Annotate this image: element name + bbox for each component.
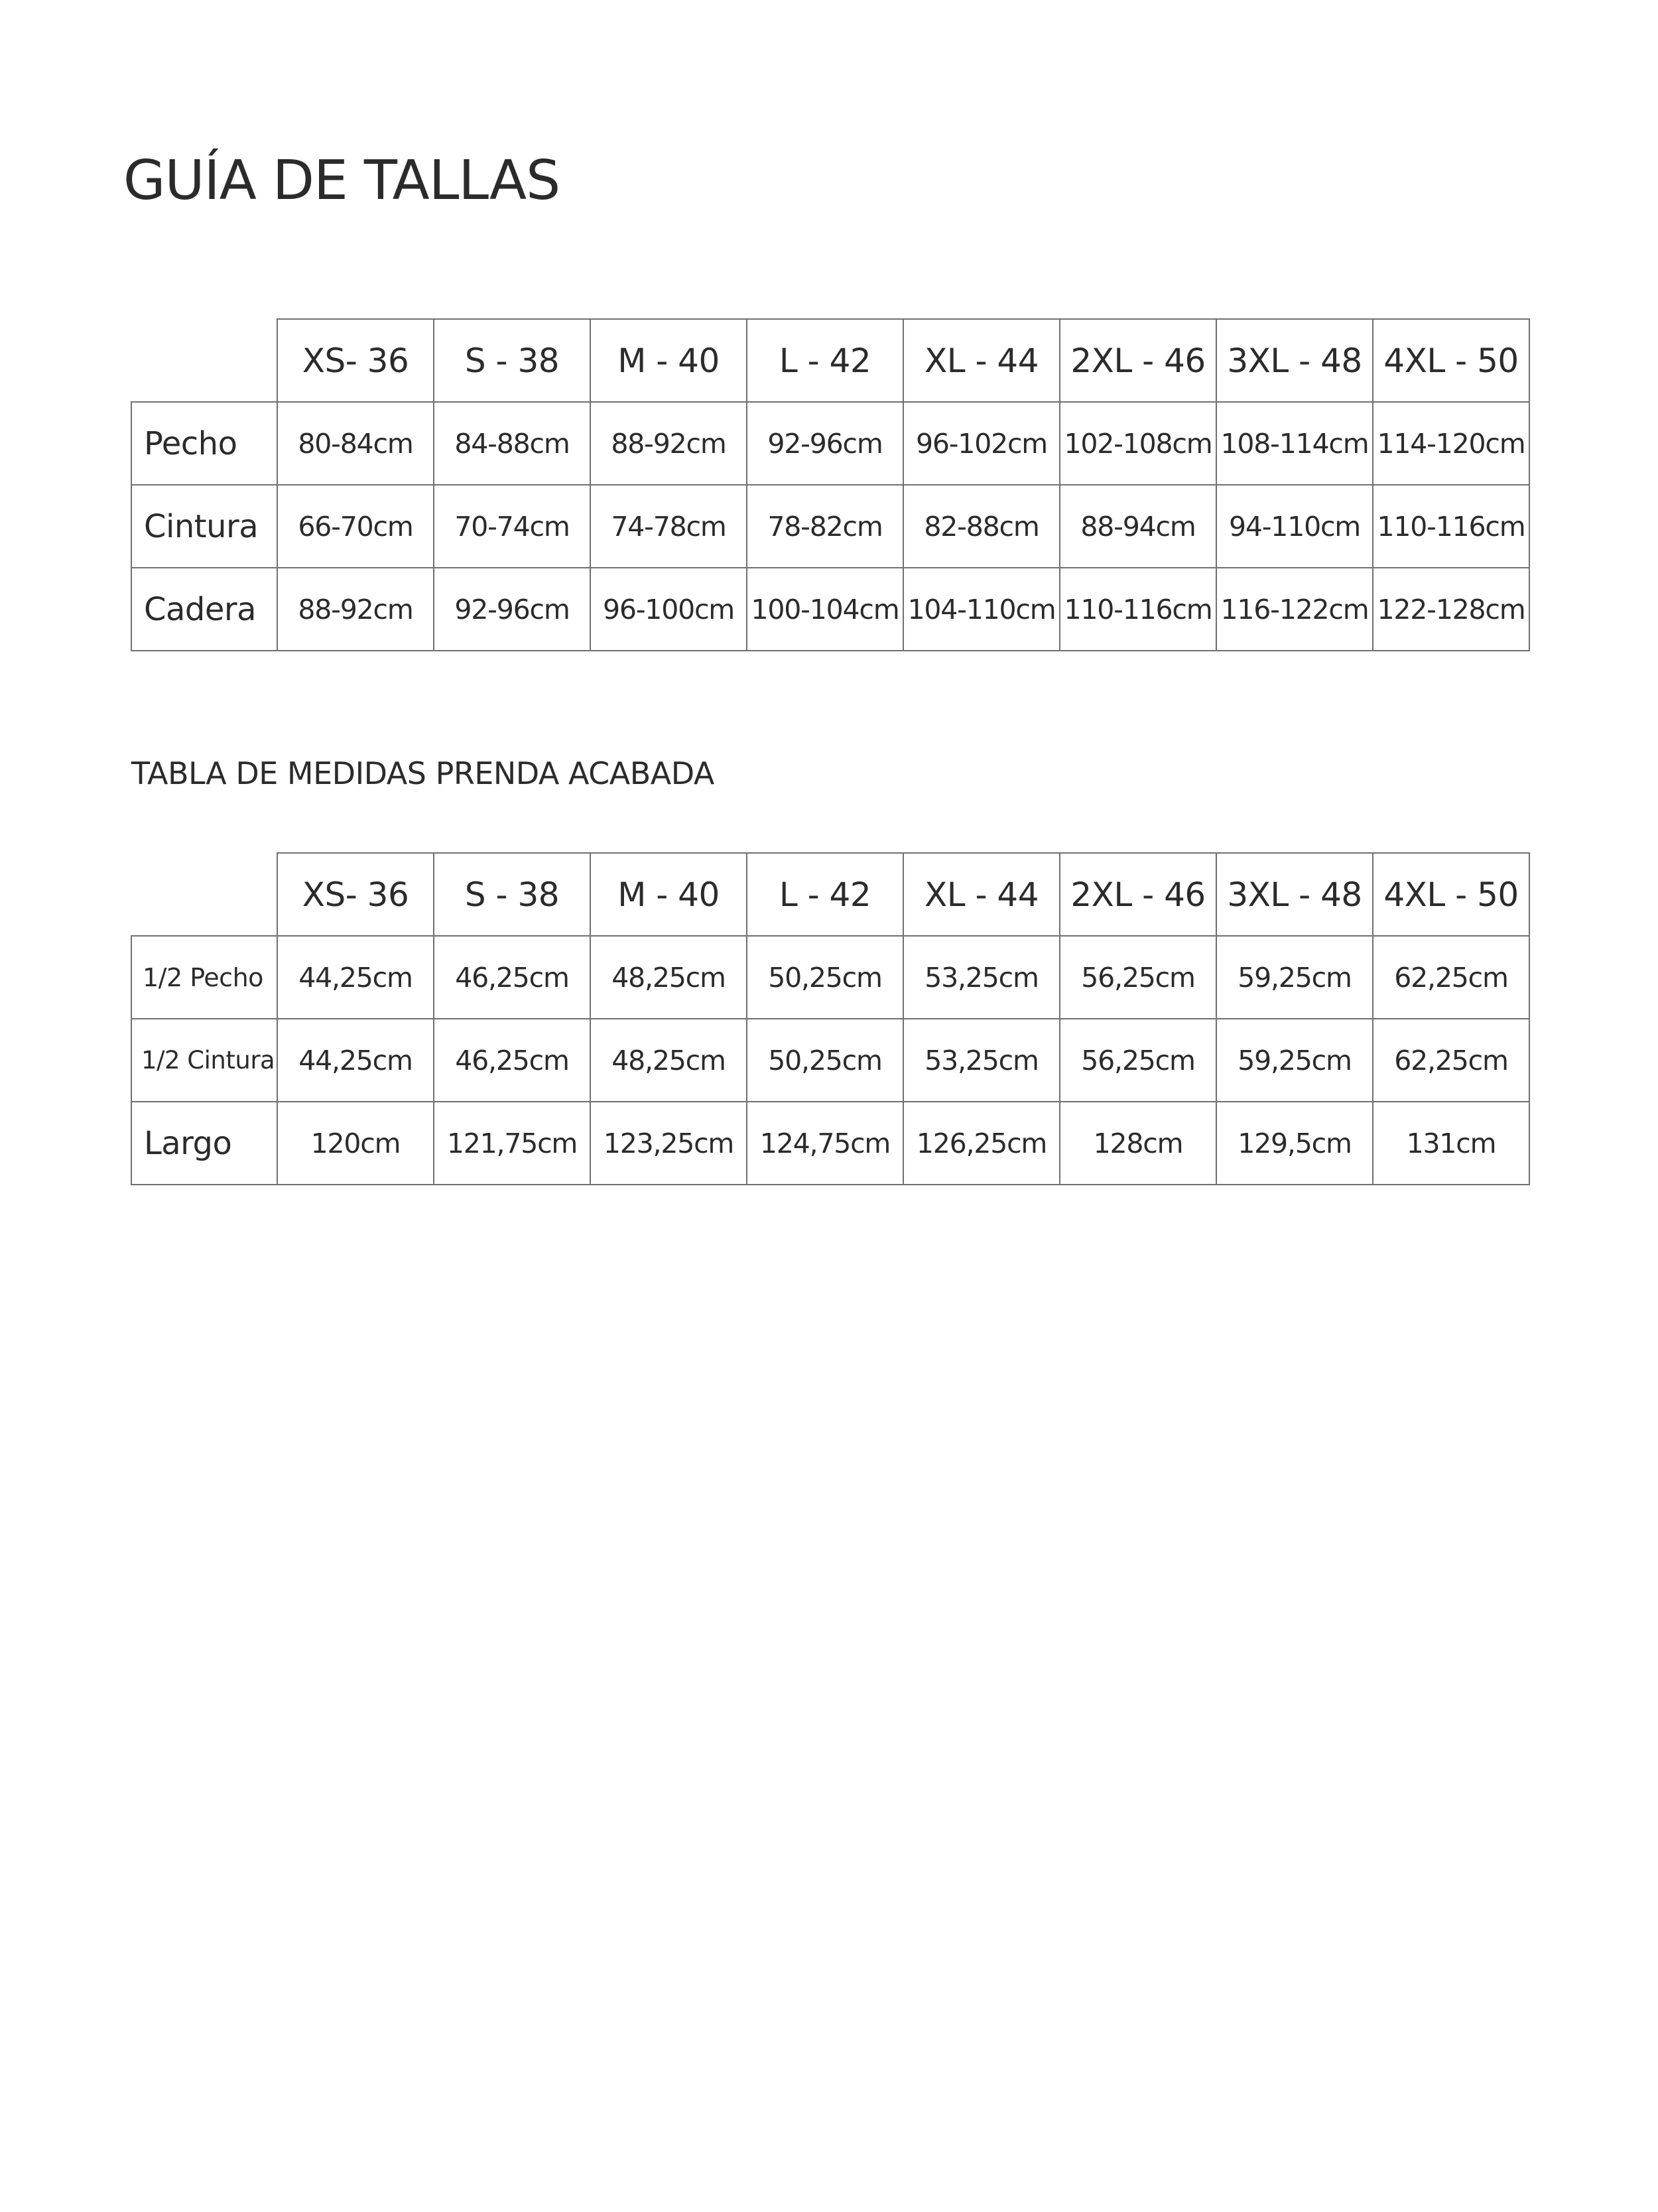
table-row xyxy=(131,485,1529,568)
table-cell: 62,25cm xyxy=(1373,1019,1529,1102)
table-cell: 124,75cm xyxy=(747,1102,903,1185)
table-cell: 122-128cm xyxy=(1373,568,1529,651)
table-cell: 88-92cm xyxy=(590,402,747,485)
section-subtitle: TABLA DE MEDIDAS PRENDA ACABADA xyxy=(131,755,714,791)
row-label: Cintura xyxy=(131,485,277,568)
table-cell: 46,25cm xyxy=(434,936,590,1019)
table-cell: 44,25cm xyxy=(277,1019,434,1102)
table-cell: 114-120cm xyxy=(1373,402,1529,485)
row-label: 1/2 Cintura xyxy=(131,1019,277,1102)
corner-cell xyxy=(131,319,277,402)
size-header: 2XL - 46 xyxy=(1060,319,1216,402)
table-cell: 116-122cm xyxy=(1216,568,1373,651)
table-cell: 121,75cm xyxy=(434,1102,590,1185)
size-header: M - 40 xyxy=(590,853,747,936)
table-row xyxy=(131,402,1529,485)
size-header: XL - 44 xyxy=(903,853,1060,936)
size-header: XL - 44 xyxy=(903,319,1060,402)
table-cell: 123,25cm xyxy=(590,1102,747,1185)
table-cell: 126,25cm xyxy=(903,1102,1060,1185)
size-header: 3XL - 48 xyxy=(1216,319,1373,402)
table-cell: 108-114cm xyxy=(1216,402,1373,485)
table-cell: 48,25cm xyxy=(590,936,747,1019)
table-cell: 56,25cm xyxy=(1060,936,1216,1019)
table-cell: 56,25cm xyxy=(1060,1019,1216,1102)
size-header: L - 42 xyxy=(747,319,903,402)
size-header: 2XL - 46 xyxy=(1060,853,1216,936)
table-cell: 129,5cm xyxy=(1216,1102,1373,1185)
table-cell: 96-100cm xyxy=(590,568,747,651)
row-label: Cadera xyxy=(131,568,277,651)
table-cell: 44,25cm xyxy=(277,936,434,1019)
table-cell: 92-96cm xyxy=(747,402,903,485)
table-cell: 53,25cm xyxy=(903,936,1060,1019)
table-cell: 88-92cm xyxy=(277,568,434,651)
size-header: S - 38 xyxy=(434,319,590,402)
table-cell: 110-116cm xyxy=(1060,568,1216,651)
size-header: S - 38 xyxy=(434,853,590,936)
table-cell: 74-78cm xyxy=(590,485,747,568)
size-header: 4XL - 50 xyxy=(1373,319,1529,402)
body-size-table xyxy=(131,318,1530,651)
size-header: XS- 36 xyxy=(277,853,434,936)
table-cell: 104-110cm xyxy=(903,568,1060,651)
size-header-row xyxy=(131,319,1529,402)
table-cell: 50,25cm xyxy=(747,1019,903,1102)
size-header: XS- 36 xyxy=(277,319,434,402)
table-cell: 96-102cm xyxy=(903,402,1060,485)
garment-size-table xyxy=(131,852,1530,1185)
size-header: L - 42 xyxy=(747,853,903,936)
table-cell: 100-104cm xyxy=(747,568,903,651)
table-cell: 94-110cm xyxy=(1216,485,1373,568)
size-header: M - 40 xyxy=(590,319,747,402)
table-cell: 80-84cm xyxy=(277,402,434,485)
size-header: 3XL - 48 xyxy=(1216,853,1373,936)
table-cell: 92-96cm xyxy=(434,568,590,651)
table-cell: 78-82cm xyxy=(747,485,903,568)
row-label: Largo xyxy=(131,1102,277,1185)
table-cell: 120cm xyxy=(277,1102,434,1185)
table-cell: 48,25cm xyxy=(590,1019,747,1102)
table-row xyxy=(131,568,1529,651)
row-label: 1/2 Pecho xyxy=(131,936,277,1019)
table-row xyxy=(131,1019,1529,1102)
table-cell: 82-88cm xyxy=(903,485,1060,568)
table-cell: 88-94cm xyxy=(1060,485,1216,568)
table-cell: 110-116cm xyxy=(1373,485,1529,568)
table-row xyxy=(131,1102,1529,1185)
size-header-row xyxy=(131,853,1529,936)
table-cell: 59,25cm xyxy=(1216,936,1373,1019)
table-cell: 62,25cm xyxy=(1373,936,1529,1019)
table-cell: 131cm xyxy=(1373,1102,1529,1185)
row-label: Pecho xyxy=(131,402,277,485)
table-cell: 53,25cm xyxy=(903,1019,1060,1102)
table-cell: 59,25cm xyxy=(1216,1019,1373,1102)
table-row xyxy=(131,936,1529,1019)
corner-cell xyxy=(131,853,277,936)
table-cell: 66-70cm xyxy=(277,485,434,568)
size-header: 4XL - 50 xyxy=(1373,853,1529,936)
table-cell: 128cm xyxy=(1060,1102,1216,1185)
table-cell: 46,25cm xyxy=(434,1019,590,1102)
table-cell: 102-108cm xyxy=(1060,402,1216,485)
page-title: GUÍA DE TALLAS xyxy=(123,149,560,212)
table-cell: 50,25cm xyxy=(747,936,903,1019)
table-cell: 84-88cm xyxy=(434,402,590,485)
table-cell: 70-74cm xyxy=(434,485,590,568)
